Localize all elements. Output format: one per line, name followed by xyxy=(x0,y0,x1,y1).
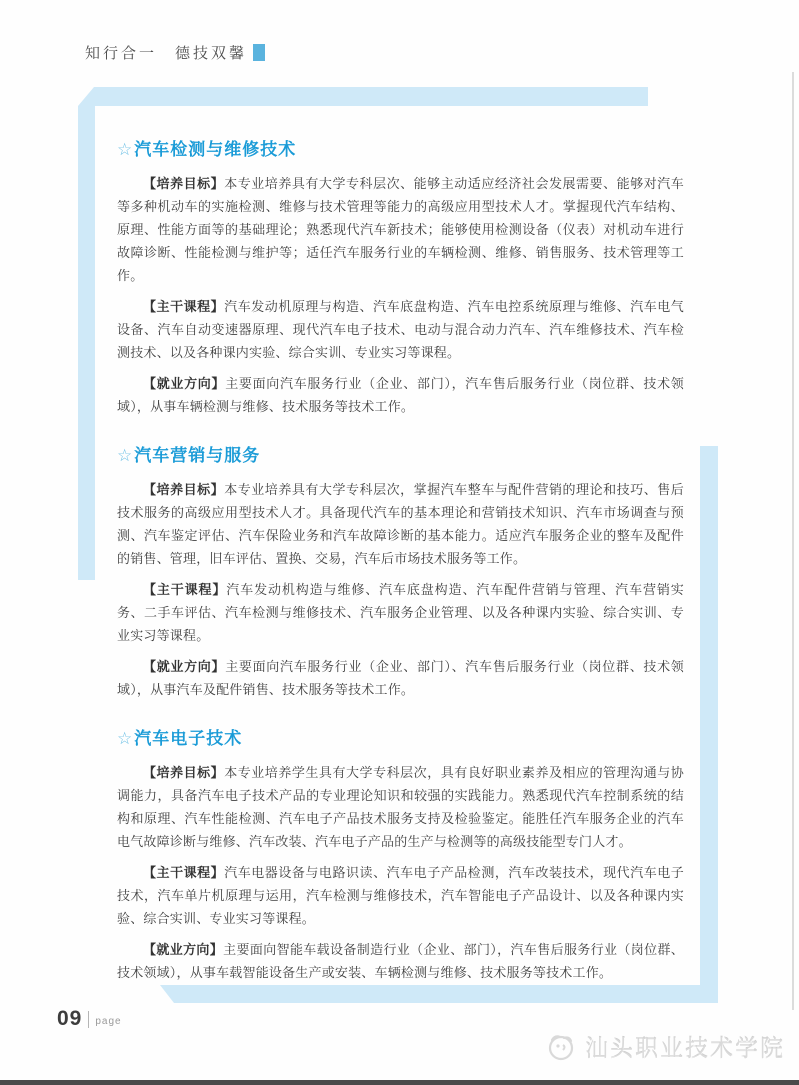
page-number: 09 xyxy=(57,1007,83,1030)
paragraph-text: 主要面向汽车服务行业（企业、部门），汽车售后服务行业（岗位群、技术领域），从事车辆检测与维修、技术服务等技术工作。 xyxy=(117,376,684,414)
photo-bottom-edge xyxy=(0,1080,799,1085)
college-logo-text: 汕头职业技术学院 xyxy=(585,1036,785,1061)
section-auto-marketing-service xyxy=(117,444,684,701)
paragraph-label: 【培养目标】 xyxy=(143,765,225,780)
paragraph-main-courses xyxy=(117,578,684,647)
paragraph-text: 主要面向汽车服务行业（企业、部门）、汽车售后服务行业（岗位群、技术领域），从事汽车及配件销售、技术服务等技术工作。 xyxy=(117,659,684,697)
decorative-top-band xyxy=(78,87,648,106)
section-title-text: 汽车检测与维修技术 xyxy=(134,140,297,159)
paragraph-text: 主要面向智能车载设备制造行业（企业、部门），汽车售后服务行业（岗位群、技术领域），从事车载智能设备生产或安装、车辆检测与维修、技术服务等技术工作。 xyxy=(117,942,684,980)
main-content xyxy=(117,138,684,992)
header xyxy=(85,42,265,63)
paragraph-text: 本专业培养学生具有大学专科层次，具有良好职业素养及相应的管理沟通与协调能力，具备汽车电子技术产品的专业理论知识和较强的实践能力。熟悉现代汽车控制系统的结构和原理、汽车性能检测、汽车电子产品技术服务支持及检验鉴定。能胜任汽车服务企业的汽车电气故障诊断与维修、汽车改装、汽车电子产品的生产与检测等的高级技能型专门人才。 xyxy=(117,765,684,849)
section-title xyxy=(117,727,684,751)
paragraph-text: 汽车发动机构造与维修、汽车底盘构造、汽车配件营销与管理、汽车营销实务、二手车评估、汽车检测与维修技术、汽车服务企业管理、以及各种课内实验、综合实训、专业实习等课程。 xyxy=(117,582,684,643)
paragraph-training-objectives xyxy=(117,478,684,570)
motto-square-decoration xyxy=(253,44,265,61)
decorative-left-bar xyxy=(78,106,95,580)
paragraph-employment-direction xyxy=(117,372,684,418)
page-edge-line xyxy=(792,72,794,1010)
paragraph-employment-direction xyxy=(117,938,684,984)
paragraph-label: 【培养目标】 xyxy=(143,482,225,497)
page-label: page xyxy=(95,1016,122,1027)
paragraph-label: 【就业方向】 xyxy=(143,659,226,674)
section-auto-inspection-maintenance xyxy=(117,138,684,418)
star-icon: ☆ xyxy=(117,729,134,748)
section-title xyxy=(117,444,684,468)
paragraph-training-objectives xyxy=(117,761,684,853)
paragraph-label: 【培养目标】 xyxy=(143,176,225,191)
paragraph-text: 汽车电器设备与电路识读、汽车电子产品检测，汽车改装技术，现代汽车电子技术，汽车单片机原理与运用，汽车检测与维修技术，汽车智能电子产品设计、以及各种课内实验、综合实训、专业实习等课程。 xyxy=(117,865,684,926)
paragraph-text: 本专业培养具有大学专科层次，掌握汽车整车与配件营销的理论和技巧、售后技术服务的高级应用型技术人才。具备现代汽车的基本理论和营销技术知识、汽车市场调查与预测、汽车鉴定评估、汽车保险业务和汽车故障诊断的基本能力。适应汽车服务企业的整车及配件的销售、管理，旧车评估、置换、交易，汽车后市场技术服务等工作。 xyxy=(117,482,684,566)
paragraph-employment-direction xyxy=(117,655,684,701)
footer-page-number xyxy=(57,1008,122,1030)
college-logo-icon xyxy=(545,1031,577,1063)
section-title xyxy=(117,138,684,162)
paragraph-label: 【主干课程】 xyxy=(143,582,227,597)
header-motto: 知行合一 德技双馨 xyxy=(85,45,248,62)
section-auto-electronics xyxy=(117,727,684,984)
paragraph-main-courses xyxy=(117,861,684,930)
paragraph-text: 本专业培养具有大学专科层次、能够主动适应经济社会发展需要、能够对汽车等多种机动车的实施检测、维修与技术管理等能力的高级应用型技术人才。掌握现代汽车结构、原理、性能方面等的基础理论；熟悉现代汽车新技术；能够使用检测设备（仪表）对机动车进行故障诊断、性能检测与维护等；适任汽车服务行业的车辆检测、维修、销售服务、技术管理等工作。 xyxy=(117,176,684,283)
paragraph-label: 【就业方向】 xyxy=(143,376,226,391)
paragraph-label: 【主干课程】 xyxy=(143,299,225,314)
section-title-text: 汽车营销与服务 xyxy=(134,446,261,465)
paragraph-label: 【就业方向】 xyxy=(143,942,224,957)
college-logo xyxy=(545,1030,785,1063)
paragraph-text: 汽车发动机原理与构造、汽车底盘构造、汽车电控系统原理与维修、汽车电气设备、汽车自动变速器原理、现代汽车电子技术、电动与混合动力汽车、汽车维修技术、汽车检测技术、以及各种课内实验、综合实训、专业实习等课程。 xyxy=(117,299,684,360)
paragraph-main-courses xyxy=(117,295,684,364)
star-icon: ☆ xyxy=(117,140,134,159)
paragraph-label: 【主干课程】 xyxy=(143,865,225,880)
section-title-text: 汽车电子技术 xyxy=(134,729,243,748)
decorative-right-bar xyxy=(700,446,718,1003)
paragraph-training-objectives xyxy=(117,172,684,287)
star-icon: ☆ xyxy=(117,446,134,465)
page-number-divider xyxy=(88,1011,89,1028)
